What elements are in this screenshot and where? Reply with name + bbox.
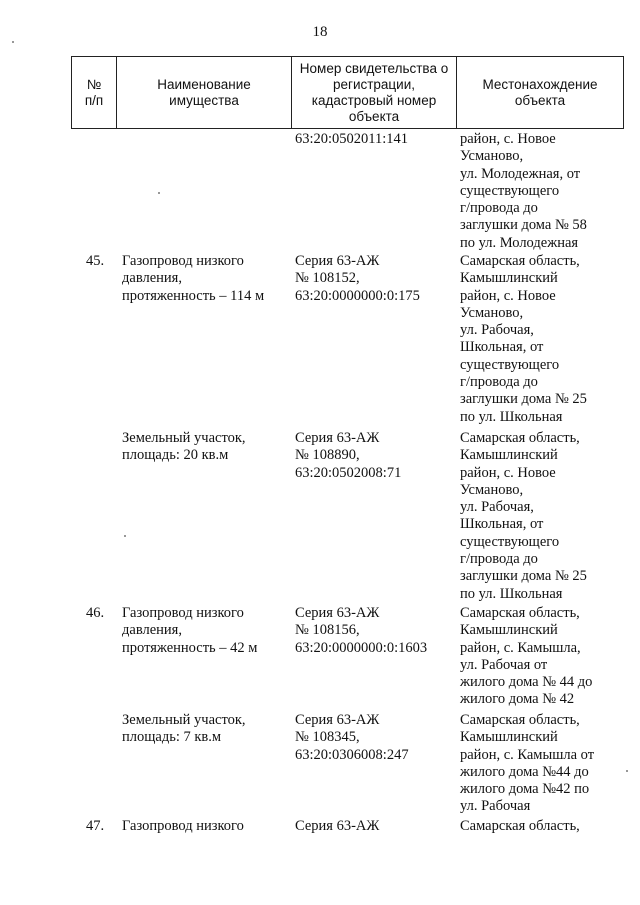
header-col-property-name: Наименование имущества	[117, 57, 292, 129]
scan-speck	[158, 192, 160, 194]
header-col-registration-number: Номер свидетельства о регистрации, кадастровый номер объекта	[292, 57, 457, 129]
row-registration: Серия 63-АЖ № 108152, 63:20:0000000:0:175	[295, 253, 420, 304]
scan-speck	[12, 41, 14, 43]
row-registration: Серия 63-АЖ № 108890, 63:20:0502008:71	[295, 430, 402, 481]
row-number: 45.	[86, 253, 105, 269]
header-col-location: Местонахождение объекта	[457, 57, 624, 129]
header-col-number: № п/п	[72, 57, 117, 129]
row-location: Самарская область,	[460, 818, 580, 834]
row-property-name: Газопровод низкого	[122, 818, 244, 834]
page-number: 18	[312, 24, 328, 40]
scan-speck	[124, 535, 126, 537]
scan-speck	[626, 770, 628, 772]
row-location: Самарская область, Камышлинский район, с. Камышла от жилого дома №44 до жилого дома №42 по ул. Рабочая	[460, 712, 595, 815]
row-location: Самарская область, Камышлинский район, с. Новое Усманово, ул. Рабочая, Школьная, от существующего г/провода до заглушки дома № 25 по ул. Школьная	[460, 253, 587, 425]
row-registration: 63:20:0502011:141	[295, 131, 409, 147]
row-property-name: Газопровод низкого давления, протяженность – 42 м	[122, 605, 258, 656]
row-registration: Серия 63-АЖ № 108156, 63:20:0000000:0:1603	[295, 605, 428, 656]
table-header	[71, 56, 624, 129]
row-registration: Серия 63-АЖ	[295, 818, 380, 834]
row-location: Самарская область, Камышлинский район, с. Новое Усманово, ул. Рабочая, Школьная, от существующего г/провода до заглушки дома № 25 по ул. Школьная	[460, 430, 587, 602]
row-number: 47.	[86, 818, 105, 834]
row-location: Самарская область, Камышлинский район, с. Камышла, ул. Рабочая от жилого дома № 44 до жилого дома № 42	[460, 605, 593, 708]
row-property-name: Газопровод низкого давления, протяженность – 114 м	[122, 253, 265, 304]
row-property-name: Земельный участок, площадь: 20 кв.м	[122, 430, 246, 464]
row-property-name: Земельный участок, площадь: 7 кв.м	[122, 712, 246, 746]
row-location: район, с. Новое Усманово, ул. Молодежная, от существующего г/провода до заглушки дома № 58 по ул. Молодежная	[460, 131, 587, 251]
row-registration: Серия 63-АЖ № 108345, 63:20:0306008:247	[295, 712, 409, 763]
row-number: 46.	[86, 605, 105, 621]
